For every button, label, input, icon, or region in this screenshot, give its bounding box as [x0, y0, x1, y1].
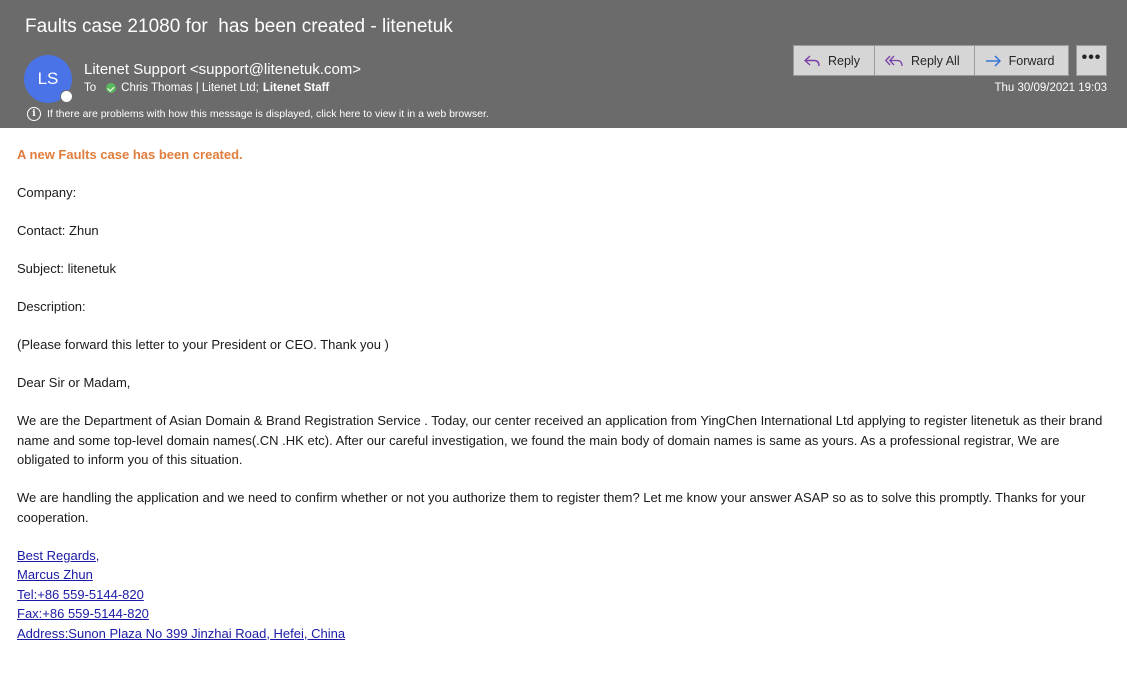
avatar-initials: LS — [37, 69, 59, 88]
info-bar-text[interactable]: If there are problems with how this message is displayed, click here to view it in a web browser. — [47, 108, 489, 120]
info-bar[interactable] — [27, 107, 489, 121]
signature-address-link[interactable]: Address:Sunon Plaza No 399 Jinzhai Road, Hefei, China — [17, 625, 346, 641]
body-subject: Subject: litenetuk — [17, 261, 117, 276]
presence-status-icon — [60, 90, 73, 103]
forward-button[interactable] — [974, 45, 1070, 76]
forward-label: Forward — [1008, 53, 1055, 68]
recipients-row — [84, 82, 329, 94]
recipient-name[interactable]: Chris Thomas | Litenet Ltd; — [121, 82, 259, 94]
reply-all-button[interactable] — [874, 45, 974, 76]
message-date: Thu 30/09/2021 19:03 — [994, 82, 1107, 94]
signature-regards-link[interactable]: Best Regards, — [17, 547, 100, 563]
presence-check-icon — [106, 83, 116, 93]
reply-all-icon — [885, 55, 903, 67]
to-label: To — [84, 82, 97, 94]
signature — [17, 546, 1112, 644]
message-subject: Faults case 21080 for has been created - litenetuk — [25, 16, 453, 37]
body-company: Company: — [17, 185, 77, 200]
body-description: Description: — [17, 299, 86, 314]
reply-label: Reply — [828, 53, 860, 68]
signature-fax-link[interactable]: Fax:+86 559-5144-820 — [17, 606, 149, 621]
reply-button[interactable] — [793, 45, 874, 76]
message-header — [0, 0, 1127, 128]
body-contact: Contact: Zhun — [17, 223, 99, 238]
sender-address[interactable]: Litenet Support <support@litenetuk.com> — [84, 61, 362, 78]
signature-tel-link[interactable]: Tel:+86 559-5144-820 — [17, 586, 144, 602]
forward-icon — [985, 55, 1001, 67]
body-paragraph-2: We are handling the application and we need to confirm whether or not you authorize them to register them? Let me know your answer ASAP so as to solve this promptly. Thanks for your cooperation. — [17, 490, 1086, 525]
reply-all-label: Reply All — [910, 53, 960, 68]
more-actions-button[interactable]: ••• — [1076, 45, 1107, 76]
signature-name-link[interactable]: Marcus Zhun — [17, 567, 93, 582]
body-headline: A new Faults case has been created. — [17, 147, 243, 162]
message-toolbar — [793, 45, 1069, 76]
message-body — [17, 140, 1112, 643]
body-paragraph-1: We are the Department of Asian Domain & Brand Registration Service . Today, our center received an application from YingChen International Ltd applying to register litenetuk as their brand name and some top-level domain names(.CN .HK etc). After our careful investigation, we found the main body of domain names is same as yours. As a professional registrar, We are obligated to inform you of this situation. — [17, 413, 1103, 467]
body-forward-note: (Please forward this letter to your President or CEO. Thank you ) — [17, 337, 389, 352]
body-greeting: Dear Sir or Madam, — [17, 375, 131, 390]
info-icon: i — [27, 107, 41, 121]
reply-icon — [804, 55, 820, 67]
recipient-group[interactable]: Litenet Staff — [262, 82, 330, 94]
